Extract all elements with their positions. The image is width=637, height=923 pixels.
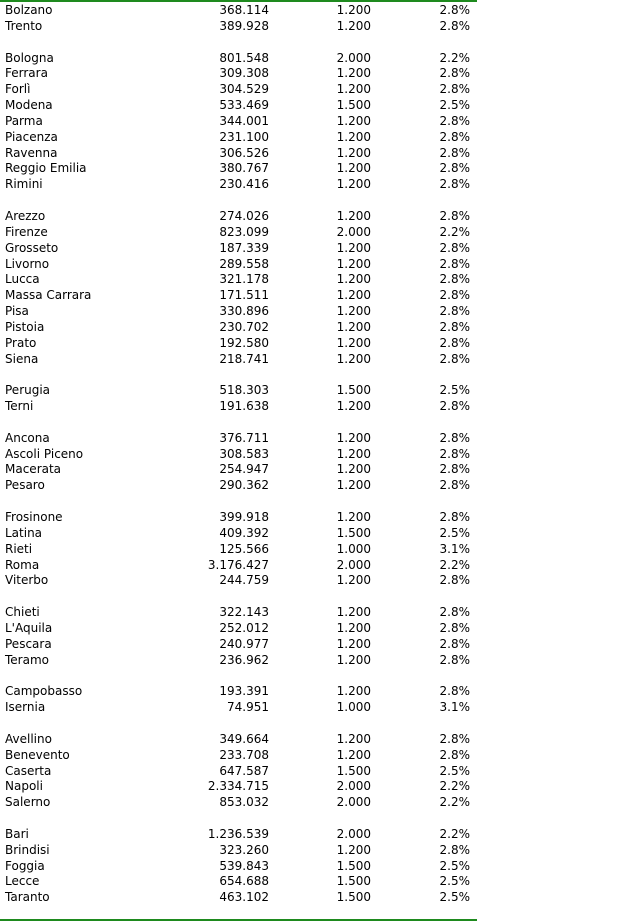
population-value: 289.558 — [219, 256, 269, 271]
amount-value: 2.000 — [336, 557, 371, 572]
percent-value: 2.8% — [439, 605, 470, 620]
population-value: 230.702 — [219, 319, 269, 334]
group-spacer — [0, 193, 477, 209]
amount-value: 1.200 — [336, 3, 371, 17]
table-row — [0, 3, 477, 19]
percent-value: 2.2% — [439, 826, 470, 841]
province-name: Ferrara — [5, 66, 48, 81]
amount-value: 1.200 — [336, 652, 371, 667]
population-value: 193.391 — [219, 684, 269, 699]
table-row — [0, 637, 477, 653]
table-row — [0, 82, 477, 98]
table-row — [0, 98, 477, 114]
province-name: Piacenza — [5, 129, 58, 144]
population-value: 368.114 — [219, 3, 269, 17]
percent-value: 2.8% — [439, 731, 470, 746]
amount-value: 1.200 — [336, 256, 371, 271]
table-row — [0, 177, 477, 193]
percent-value: 2.8% — [439, 256, 470, 271]
population-value: 309.308 — [219, 66, 269, 81]
group-spacer — [0, 415, 477, 431]
province-name: Isernia — [5, 700, 46, 715]
population-value: 539.843 — [219, 858, 269, 873]
province-name: Forlì — [5, 82, 31, 97]
table-row — [0, 542, 477, 558]
table-row — [0, 51, 477, 67]
percent-value: 2.8% — [439, 208, 470, 223]
population-value: 321.178 — [219, 272, 269, 287]
population-value: 290.362 — [219, 478, 269, 493]
table-row — [0, 146, 477, 162]
table-row — [0, 621, 477, 637]
percent-value: 2.5% — [439, 858, 470, 873]
percent-value: 2.8% — [439, 446, 470, 461]
province-name: Taranto — [5, 890, 50, 905]
percent-value: 2.8% — [439, 129, 470, 144]
amount-value: 1.200 — [336, 510, 371, 524]
amount-value: 2.000 — [336, 779, 371, 794]
table-row — [0, 732, 477, 748]
table-row — [0, 383, 477, 399]
table-row — [0, 795, 477, 811]
population-value: 252.012 — [219, 620, 269, 635]
table-row — [0, 827, 477, 843]
population-value: 853.032 — [219, 795, 269, 810]
percent-value: 2.8% — [439, 288, 470, 303]
percent-value: 2.8% — [439, 478, 470, 493]
province-name: Teramo — [5, 652, 49, 667]
group-spacer — [0, 494, 477, 510]
province-name: Pescara — [5, 636, 52, 651]
percent-value: 2.2% — [439, 224, 470, 239]
province-name: Macerata — [5, 462, 62, 477]
amount-value: 1.000 — [336, 541, 371, 556]
table-row — [0, 161, 477, 177]
population-value: 236.962 — [219, 652, 269, 667]
percent-value: 2.5% — [439, 874, 470, 889]
population-value: 463.102 — [219, 890, 269, 905]
province-name: Siena — [5, 351, 39, 366]
amount-value: 1.200 — [336, 731, 371, 746]
table-row — [0, 257, 477, 273]
province-name: Campobasso — [5, 684, 83, 699]
percent-value: 2.8% — [439, 620, 470, 635]
top-rule — [0, 0, 477, 2]
amount-value: 1.200 — [336, 462, 371, 477]
population-value: 171.511 — [219, 288, 269, 303]
province-name: Salerno — [5, 795, 51, 810]
table-row — [0, 779, 477, 795]
province-name: Pisa — [5, 304, 29, 319]
province-name: L'Aquila — [5, 620, 53, 635]
population-value: 518.303 — [219, 383, 269, 398]
population-value: 349.664 — [219, 731, 269, 746]
province-name: Pesaro — [5, 478, 45, 493]
percent-value: 2.2% — [439, 50, 470, 65]
amount-value: 1.500 — [336, 98, 371, 113]
province-name: Massa Carrara — [5, 288, 92, 303]
table-row — [0, 304, 477, 320]
percent-value: 2.8% — [439, 351, 470, 366]
province-name: Viterbo — [5, 573, 49, 588]
population-value: 647.587 — [219, 763, 269, 778]
province-name: Bari — [5, 826, 29, 841]
province-name: Roma — [5, 557, 40, 572]
amount-value: 1.200 — [336, 272, 371, 287]
province-name: Frosinone — [5, 510, 63, 524]
amount-value: 1.200 — [336, 399, 371, 414]
amount-value: 1.200 — [336, 446, 371, 461]
percent-value: 2.5% — [439, 98, 470, 113]
table-row — [0, 19, 477, 35]
percent-value: 2.2% — [439, 795, 470, 810]
table-row — [0, 890, 477, 906]
province-table — [0, 3, 477, 906]
province-name: Terni — [5, 399, 34, 414]
amount-value: 1.200 — [336, 620, 371, 635]
table-row — [0, 748, 477, 764]
percent-value: 2.8% — [439, 82, 470, 97]
amount-value: 1.200 — [336, 304, 371, 319]
percent-value: 2.2% — [439, 557, 470, 572]
amount-value: 1.200 — [336, 208, 371, 223]
population-value: 274.026 — [219, 208, 269, 223]
population-value: 399.918 — [219, 510, 269, 524]
province-name: Ravenna — [5, 145, 58, 160]
percent-value: 2.8% — [439, 145, 470, 160]
table-row — [0, 431, 477, 447]
percent-value: 2.8% — [439, 177, 470, 192]
amount-value: 1.200 — [336, 319, 371, 334]
population-value: 330.896 — [219, 304, 269, 319]
table-row — [0, 573, 477, 589]
percent-value: 2.5% — [439, 525, 470, 540]
amount-value: 1.500 — [336, 858, 371, 873]
province-name: Latina — [5, 525, 43, 540]
amount-value: 1.200 — [336, 177, 371, 192]
population-value: 308.583 — [219, 446, 269, 461]
table-row — [0, 336, 477, 352]
population-value: 125.566 — [219, 541, 269, 556]
population-value: 380.767 — [219, 161, 269, 176]
amount-value: 1.200 — [336, 747, 371, 762]
province-name: Arezzo — [5, 208, 46, 223]
population-value: 823.099 — [219, 224, 269, 239]
table-row — [0, 288, 477, 304]
province-name: Lucca — [5, 272, 40, 287]
amount-value: 1.500 — [336, 383, 371, 398]
table-row — [0, 66, 477, 82]
province-name: Brindisi — [5, 842, 50, 857]
province-name: Chieti — [5, 605, 40, 620]
amount-value: 1.500 — [336, 525, 371, 540]
table-row — [0, 447, 477, 463]
table-row — [0, 874, 477, 890]
amount-value: 1.200 — [336, 82, 371, 97]
percent-value: 2.8% — [439, 66, 470, 81]
population-value: 3.176.427 — [207, 557, 269, 572]
amount-value: 1.200 — [336, 288, 371, 303]
table-row — [0, 843, 477, 859]
table-row — [0, 462, 477, 478]
population-value: 244.759 — [219, 573, 269, 588]
percent-value: 2.8% — [439, 573, 470, 588]
population-value: 240.977 — [219, 636, 269, 651]
population-value: 322.143 — [219, 605, 269, 620]
province-name: Ascoli Piceno — [5, 446, 84, 461]
province-name: Prato — [5, 335, 37, 350]
group-spacer — [0, 716, 477, 732]
percent-value: 2.8% — [439, 510, 470, 524]
table-row — [0, 241, 477, 257]
percent-value: 2.8% — [439, 272, 470, 287]
table-row — [0, 526, 477, 542]
percent-value: 2.8% — [439, 636, 470, 651]
percent-value: 2.8% — [439, 430, 470, 445]
province-name: Bologna — [5, 50, 54, 65]
table-row — [0, 653, 477, 669]
percent-value: 2.8% — [439, 684, 470, 699]
province-name: Firenze — [5, 224, 48, 239]
table-row — [0, 272, 477, 288]
province-name: Rieti — [5, 541, 33, 556]
population-value: 654.688 — [219, 874, 269, 889]
population-value: 231.100 — [219, 129, 269, 144]
percent-value: 2.8% — [439, 113, 470, 128]
percent-value: 2.8% — [439, 335, 470, 350]
group-spacer — [0, 367, 477, 383]
province-name: Foggia — [5, 858, 45, 873]
population-value: 304.529 — [219, 82, 269, 97]
percent-value: 2.8% — [439, 18, 470, 33]
province-name: Parma — [5, 113, 43, 128]
population-value: 344.001 — [219, 113, 269, 128]
percent-value: 2.5% — [439, 890, 470, 905]
amount-value: 1.200 — [336, 573, 371, 588]
group-spacer — [0, 35, 477, 51]
province-name: Avellino — [5, 731, 52, 746]
amount-value: 2.000 — [336, 826, 371, 841]
province-name: Bolzano — [5, 3, 53, 17]
population-value: 1.236.539 — [207, 826, 269, 841]
province-name: Perugia — [5, 383, 51, 398]
population-value: 233.708 — [219, 747, 269, 762]
table-row — [0, 399, 477, 415]
population-value: 2.334.715 — [207, 779, 269, 794]
amount-value: 2.000 — [336, 224, 371, 239]
province-name: Pistoia — [5, 319, 45, 334]
amount-value: 1.200 — [336, 605, 371, 620]
population-value: 533.469 — [219, 98, 269, 113]
group-spacer — [0, 811, 477, 827]
amount-value: 1.200 — [336, 430, 371, 445]
table-row — [0, 859, 477, 875]
amount-value: 1.200 — [336, 66, 371, 81]
amount-value: 1.200 — [336, 240, 371, 255]
percent-value: 2.8% — [439, 399, 470, 414]
percent-value: 2.8% — [439, 747, 470, 762]
population-value: 192.580 — [219, 335, 269, 350]
amount-value: 1.200 — [336, 478, 371, 493]
table-row — [0, 558, 477, 574]
percent-value: 3.1% — [439, 700, 470, 715]
province-name: Modena — [5, 98, 53, 113]
population-value: 306.526 — [219, 145, 269, 160]
amount-value: 1.000 — [336, 700, 371, 715]
amount-value: 2.000 — [336, 795, 371, 810]
percent-value: 2.8% — [439, 304, 470, 319]
province-name: Napoli — [5, 779, 43, 794]
amount-value: 1.200 — [336, 18, 371, 33]
percent-value: 2.5% — [439, 763, 470, 778]
province-name: Trento — [5, 18, 43, 33]
population-value: 230.416 — [219, 177, 269, 192]
group-spacer — [0, 589, 477, 605]
province-name: Grosseto — [5, 240, 59, 255]
percent-value: 2.8% — [439, 319, 470, 334]
population-value: 323.260 — [219, 842, 269, 857]
amount-value: 1.200 — [336, 684, 371, 699]
percent-value: 2.5% — [439, 383, 470, 398]
province-name: Lecce — [5, 874, 40, 889]
table-row — [0, 764, 477, 780]
province-name: Ancona — [5, 430, 50, 445]
percent-value: 2.8% — [439, 240, 470, 255]
table-row — [0, 130, 477, 146]
percent-value: 2.2% — [439, 779, 470, 794]
province-name: Rimini — [5, 177, 43, 192]
population-value: 187.339 — [219, 240, 269, 255]
table-row — [0, 478, 477, 494]
percent-value: 2.8% — [439, 462, 470, 477]
population-value: 389.928 — [219, 18, 269, 33]
population-value: 218.741 — [219, 351, 269, 366]
province-name: Benevento — [5, 747, 70, 762]
amount-value: 2.000 — [336, 50, 371, 65]
percent-value: 2.8% — [439, 842, 470, 857]
amount-value: 1.500 — [336, 890, 371, 905]
population-value: 191.638 — [219, 399, 269, 414]
table-row — [0, 209, 477, 225]
amount-value: 1.200 — [336, 145, 371, 160]
population-value: 74.951 — [227, 700, 269, 715]
percent-value: 2.8% — [439, 652, 470, 667]
amount-value: 1.500 — [336, 763, 371, 778]
province-name: Caserta — [5, 763, 52, 778]
bottom-rule — [0, 919, 477, 921]
table-row — [0, 320, 477, 336]
table-row — [0, 114, 477, 130]
amount-value: 1.200 — [336, 129, 371, 144]
table-row — [0, 700, 477, 716]
group-spacer — [0, 668, 477, 684]
percent-value: 2.8% — [439, 3, 470, 17]
amount-value: 1.200 — [336, 842, 371, 857]
province-name: Reggio Emilia — [5, 161, 87, 176]
table-row — [0, 352, 477, 368]
amount-value: 1.200 — [336, 161, 371, 176]
table-row — [0, 225, 477, 241]
amount-value: 1.500 — [336, 874, 371, 889]
population-value: 376.711 — [219, 430, 269, 445]
amount-value: 1.200 — [336, 335, 371, 350]
population-value: 409.392 — [219, 525, 269, 540]
percent-value: 3.1% — [439, 541, 470, 556]
table-row — [0, 684, 477, 700]
table-row — [0, 510, 477, 526]
percent-value: 2.8% — [439, 161, 470, 176]
province-name: Livorno — [5, 256, 50, 271]
amount-value: 1.200 — [336, 113, 371, 128]
amount-value: 1.200 — [336, 636, 371, 651]
population-value: 254.947 — [219, 462, 269, 477]
amount-value: 1.200 — [336, 351, 371, 366]
table-row — [0, 605, 477, 621]
population-value: 801.548 — [219, 50, 269, 65]
